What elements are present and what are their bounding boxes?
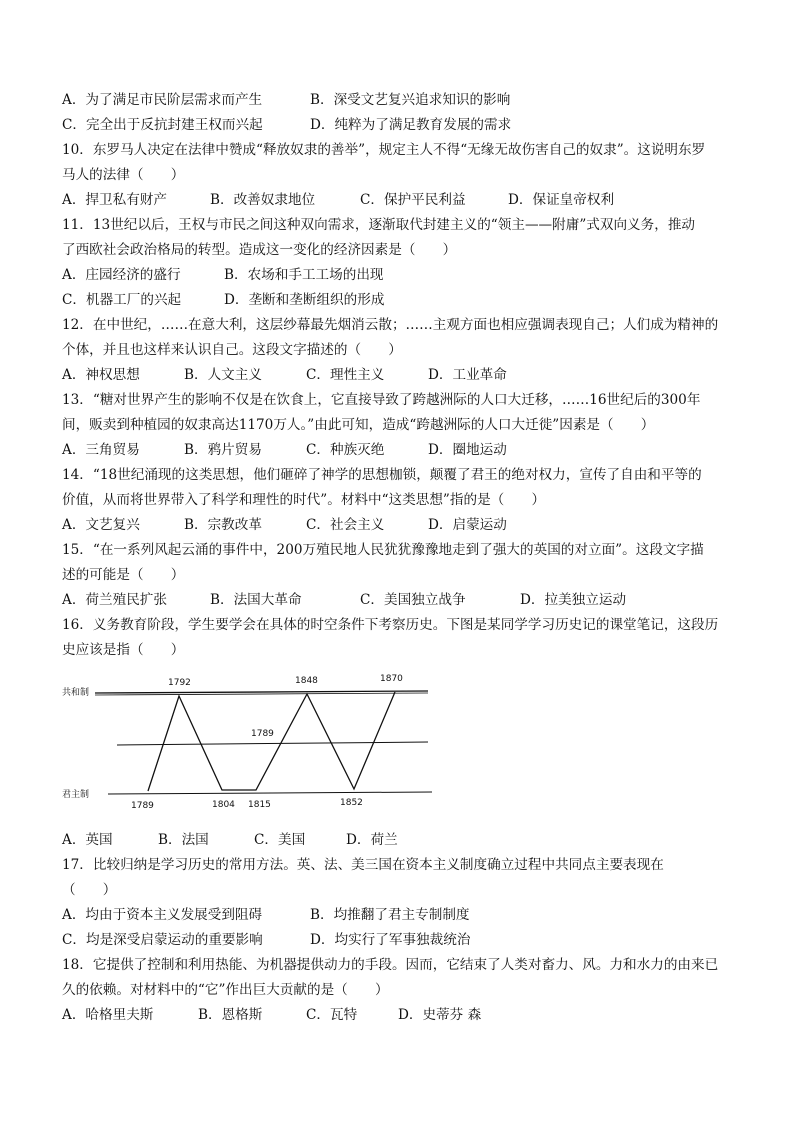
q11-options-row1 bbox=[62, 265, 742, 285]
q17-options-row2 bbox=[62, 930, 742, 950]
q10-option-d: D．保证皇帝权利 bbox=[508, 192, 615, 208]
republic-line bbox=[95, 691, 428, 693]
regime-trend-line bbox=[148, 692, 395, 791]
q17-option-b: B．均推翻了君主专制制度 bbox=[310, 907, 470, 923]
q9-option-d: D．纯粹为了满足教育发展的需求 bbox=[310, 117, 512, 133]
q12-option-b: B．人文主义 bbox=[184, 367, 262, 383]
q16-stem-line1: 16．义务教育阶段，学生要学会在具体的时空条件下考察历史。下图是某同学学习历史记的课堂笔记，这段历 bbox=[62, 617, 719, 633]
q15-options bbox=[62, 590, 742, 610]
q15-stem-line2: 述的可能是（ ） bbox=[62, 567, 185, 583]
monarchy-line bbox=[108, 792, 432, 794]
q15-option-c: C．美国独立战争 bbox=[360, 592, 466, 608]
q11-option-d: D．垄断和垄断组织的形成 bbox=[224, 292, 385, 308]
q12-option-d: D．工业革命 bbox=[428, 367, 507, 383]
q10-stem-line2: 马人的法律（ ） bbox=[62, 167, 185, 183]
q14-option-c: C．社会主义 bbox=[306, 517, 385, 533]
q14-stem-line2: 价值，从而将世界带入了科学和理性的时代”。材料中“这类思想”指的是（ ） bbox=[62, 492, 546, 508]
q18-option-d: D．史蒂芬 森 bbox=[398, 1007, 482, 1023]
q14-option-a: A．文艺复兴 bbox=[62, 517, 140, 533]
q13-stem-line2: 间，贩卖到种植园的奴隶高达1170万人。”由此可知，造成“跨越洲际的人口大迁徙”因素是（ ） bbox=[62, 417, 655, 433]
bottom-1852: 1852 bbox=[340, 798, 363, 808]
q9-option-c: C．完全出于反抗封建王权而兴起 bbox=[62, 117, 263, 133]
q18-option-c: C．瓦特 bbox=[306, 1007, 358, 1023]
q12-stem-line2: 个体，并且也这样来认识自己。这段文字描述的（ ） bbox=[62, 342, 402, 358]
q9-option-a: A．为了满足市民阶层需求而产生 bbox=[62, 92, 263, 108]
q14-options bbox=[62, 515, 742, 535]
q12-options bbox=[62, 365, 742, 385]
q14-option-b: B．宗教改革 bbox=[184, 517, 262, 533]
q16-options bbox=[62, 830, 742, 850]
q16-option-a: A．英国 bbox=[62, 832, 113, 848]
q13-options bbox=[62, 440, 742, 460]
q17-option-c: C．均是深受启蒙运动的重要影响 bbox=[62, 932, 263, 948]
q18-stem-line2: 久的依赖。对材料中的“它”作出巨大贡献的是（ ） bbox=[62, 982, 389, 998]
q17-option-d: D．均实行了军事独裁统治 bbox=[310, 932, 471, 948]
q10-options bbox=[62, 190, 742, 210]
q17-option-a: A．均由于资本主义发展受到阻碍 bbox=[62, 907, 263, 923]
q11-option-b: B．农场和手工工场的出现 bbox=[224, 267, 384, 283]
q15-option-d: D．拉美独立运动 bbox=[520, 592, 627, 608]
label-republic: 共和制 bbox=[62, 688, 90, 698]
q15-option-b: B．法国大革命 bbox=[210, 592, 302, 608]
q10-option-c: C．保护平民利益 bbox=[360, 192, 466, 208]
q9-options-row1 bbox=[62, 90, 742, 110]
q9-options-row2 bbox=[62, 115, 742, 135]
q11-stem-line1: 11．13世纪以后，王权与市民之间这种双向需求，逐渐取代封建主义的“领主——附庸”式双向义务，推动 bbox=[62, 217, 696, 233]
q12-option-c: C．理性主义 bbox=[306, 367, 385, 383]
q11-option-a: A．庄园经济的盛行 bbox=[62, 267, 181, 283]
q16-option-b: B．法国 bbox=[158, 832, 209, 848]
regime-timeline-diagram bbox=[62, 664, 442, 814]
q10-option-a: A．捍卫私有财产 bbox=[62, 192, 167, 208]
q17-stem-line2: （ ） bbox=[62, 882, 117, 898]
q10-option-b: B．改善奴隶地位 bbox=[210, 192, 316, 208]
q13-stem-line1: 13．“糖对世界产生的影响不仅是在饮食上，它直接导致了跨越洲际的人口大迁移，……16世纪后的300年 bbox=[62, 392, 701, 408]
q16-option-d: D．荷兰 bbox=[346, 832, 398, 848]
q11-options-row2 bbox=[62, 290, 742, 310]
q12-option-a: A．神权思想 bbox=[62, 367, 140, 383]
q14-option-d: D．启蒙运动 bbox=[428, 517, 507, 533]
q18-option-a: A．哈格里夫斯 bbox=[62, 1007, 154, 1023]
q16-stem-line2: 史应该是指（ ） bbox=[62, 642, 185, 658]
q9-option-b: B．深受文艺复兴追求知识的影响 bbox=[310, 92, 511, 108]
bottom-1789: 1789 bbox=[131, 801, 154, 811]
peak-1792: 1792 bbox=[168, 678, 191, 688]
q14-stem-line1: 14．“18世纪涌现的这类思想，他们砸碎了神学的思想枷锁，颠覆了君王的绝对权力，宣传了自由和平等的 bbox=[62, 467, 702, 483]
q16-option-c: C．美国 bbox=[254, 832, 306, 848]
bottom-1804: 1804 bbox=[212, 800, 235, 810]
q17-stem-line1: 17．比较归纳是学习历史的常用方法。英、法、美三国在资本主义制度确立过程中共同点主要表现在 bbox=[62, 857, 664, 873]
q12-stem-line1: 12．在中世纪，……在意大利，这层纱幕最先烟消云散；……主观方面也相应强调表现自己；人们成为精神的 bbox=[62, 317, 719, 333]
q13-option-c: C．种族灭绝 bbox=[306, 442, 385, 458]
q11-option-c: C．机器工厂的兴起 bbox=[62, 292, 182, 308]
q15-option-a: A．荷兰殖民扩张 bbox=[62, 592, 167, 608]
q18-options bbox=[62, 1005, 742, 1025]
q18-option-b: B．恩格斯 bbox=[198, 1007, 263, 1023]
mid-label-1789: 1789 bbox=[251, 729, 274, 739]
label-monarchy: 君主制 bbox=[62, 790, 90, 800]
q13-option-d: D．圈地运动 bbox=[428, 442, 507, 458]
q10-stem-line1: 10．东罗马人决定在法律中赞成“释放奴隶的善举”，规定主人不得“无缘无故伤害自己的奴隶”。这说明东罗 bbox=[62, 142, 706, 158]
q18-stem-line1: 18．它提供了控制和利用热能、为机器提供动力的手段。因而，它结束了人类对畜力、风。力和水力的由来已 bbox=[62, 957, 719, 973]
peak-1848: 1848 bbox=[295, 676, 318, 686]
q17-options-row1 bbox=[62, 905, 742, 925]
q11-stem-line2: 了西欧社会政治格局的转型。造成这一变化的经济因素是（ ） bbox=[62, 242, 457, 258]
q13-option-b: B．鸦片贸易 bbox=[184, 442, 262, 458]
q15-stem-line1: 15．“在一系列风起云涌的事件中，200万殖民地人民犹犹豫豫地走到了强大的英国的对立面”。这段文字描 bbox=[62, 542, 704, 558]
q13-option-a: A．三角贸易 bbox=[62, 442, 140, 458]
bottom-1815: 1815 bbox=[248, 800, 271, 810]
peak-1870: 1870 bbox=[380, 674, 403, 684]
